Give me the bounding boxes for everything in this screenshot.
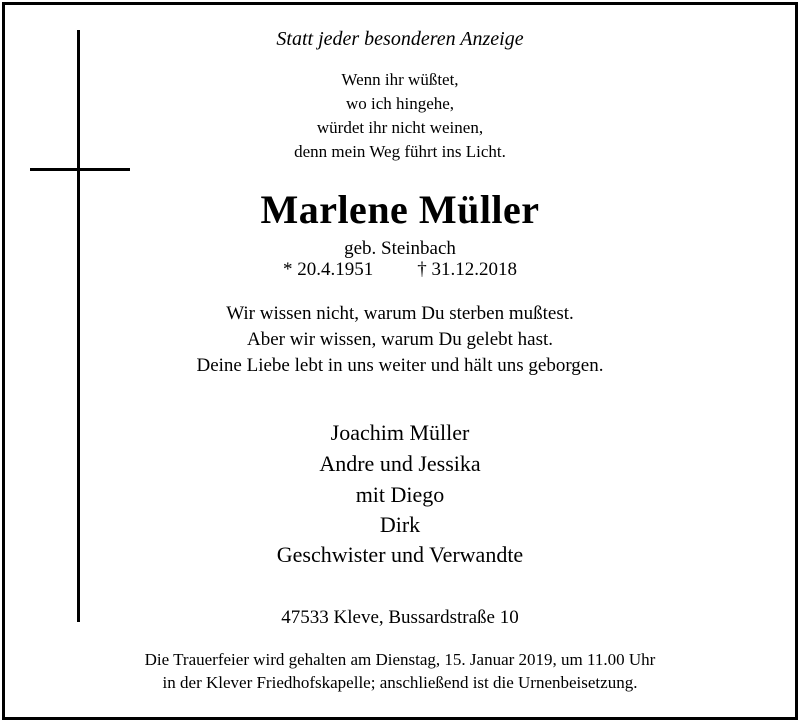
cross-icon-horizontal bbox=[30, 168, 130, 171]
verse-line: Aber wir wissen, warum Du gelebt hast. bbox=[246, 329, 554, 350]
family-line: Geschwister und Verwandte bbox=[276, 542, 524, 567]
birth-date: * 20.4.1951 bbox=[283, 259, 374, 280]
address: 47533 Kleve, Bussardstraße 10 bbox=[281, 607, 519, 628]
funeral-notice-line: Die Trauerfeier wird gehalten am Dienstag, 15. Januar 2019, um 11.00 Uhr bbox=[144, 650, 656, 669]
funeral-notice-line: in der Klever Friedhofskapelle; anschließend ist die Urnenbeisetzung. bbox=[162, 673, 638, 692]
family-line: Dirk bbox=[379, 512, 421, 537]
poem-line: würdet ihr nicht weinen, bbox=[316, 118, 484, 137]
verse-line: Wir wissen nicht, warum Du sterben mußtest. bbox=[226, 303, 574, 324]
life-dates bbox=[0, 259, 800, 281]
verse-line: Deine Liebe lebt in uns weiter und hält uns geborgen. bbox=[196, 355, 604, 376]
family-line: Joachim Müller bbox=[330, 420, 470, 445]
deceased-name: Marlene Müller bbox=[260, 187, 540, 232]
poem-line: denn mein Weg führt ins Licht. bbox=[294, 142, 506, 161]
header-line: Statt jeder besonderen Anzeige bbox=[276, 28, 524, 50]
poem-line: wo ich hingehe, bbox=[345, 94, 455, 113]
death-date: † 31.12.2018 bbox=[417, 259, 517, 280]
family-line: Andre und Jessika bbox=[319, 451, 481, 476]
poem-line: Wenn ihr wüßtet, bbox=[341, 70, 459, 89]
family-line: mit Diego bbox=[355, 482, 445, 507]
maiden-name: geb. Steinbach bbox=[344, 238, 456, 259]
